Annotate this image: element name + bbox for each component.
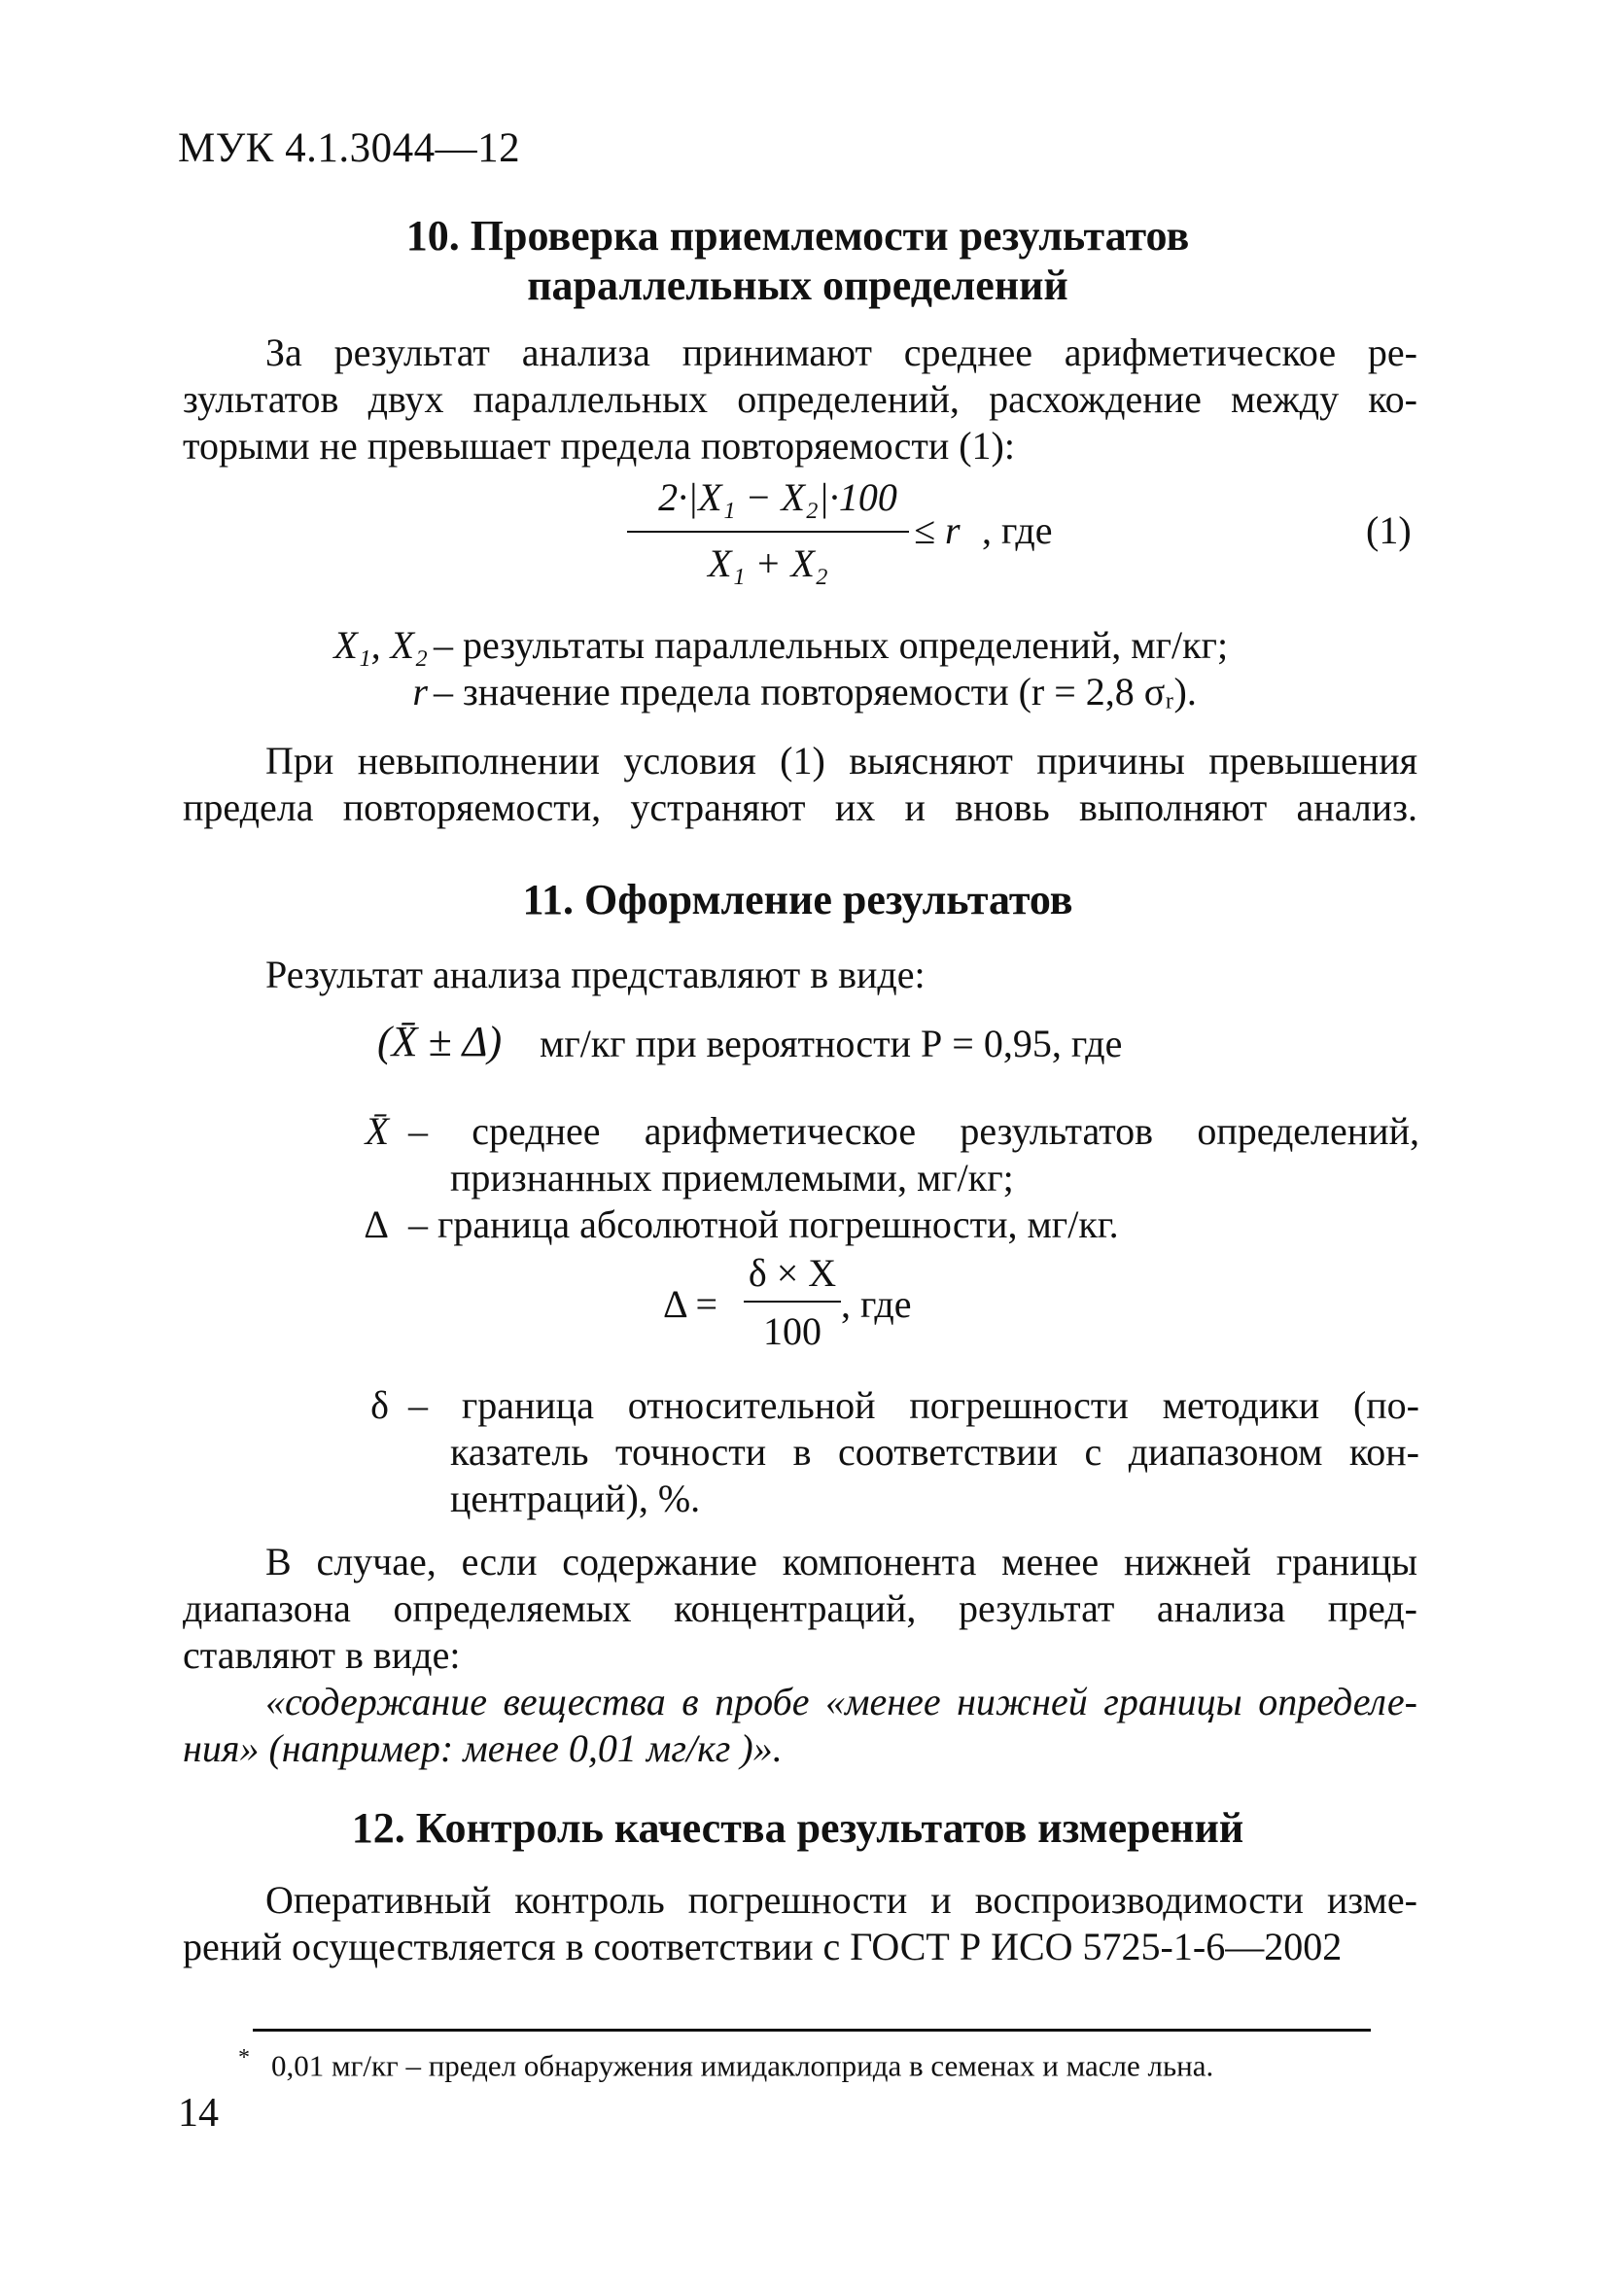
page-number: 14 <box>178 2091 219 2136</box>
delta-formula-numerator: δ × X <box>748 1251 837 1295</box>
def-small-delta-line1: – граница относительной погрешности методики (по- <box>408 1383 1419 1427</box>
document-code: МУК 4.1.3044—12 <box>178 125 521 171</box>
section-10-para-line2: зультатов двух параллельных определений, расхождение между ко- <box>183 377 1417 421</box>
def-small-delta-symbol: δ <box>370 1383 389 1427</box>
section-11-title: 11. Оформление результатов <box>522 876 1073 923</box>
def-x1x2-symbol: X₁, X₂ <box>333 623 428 667</box>
section-10-title-line2: параллельных определений <box>527 261 1068 309</box>
footnote-text: 0,01 мг/кг – предел обнаружения имидаклоприда в семенах и масле льна. <box>271 2048 1214 2083</box>
delta-formula-lhs: Δ = <box>663 1282 718 1326</box>
delta-formula-where: , где <box>841 1282 912 1326</box>
result-expression: (X̄ ± Δ) <box>377 1018 503 1065</box>
def-r-symbol: r <box>412 670 428 713</box>
delta-formula-denominator: 100 <box>763 1309 821 1353</box>
section-10-para2-line2: предела повторяемости, устраняют их и вновь выполняют анализ. <box>183 785 1417 829</box>
section-11-italic-line1: «содержание вещества в пробе «менее нижней границы определе- <box>265 1680 1417 1723</box>
def-xbar-line2: признанных приемлемыми, мг/кг; <box>450 1156 1014 1200</box>
section-10-para-line3: торыми не превышает предела повторяемости (1): <box>183 424 1015 468</box>
section-11-italic-line2: ния» (например: менее 0,01 мг/кг )». <box>183 1726 783 1770</box>
section-11-intro: Результат анализа представляют в виде: <box>265 953 926 996</box>
def-small-delta-line3: центраций), %. <box>450 1477 701 1520</box>
def-x1x2-text: – результаты параллельных определений, мг/кг; <box>434 623 1229 667</box>
footnote <box>238 2038 1213 2085</box>
def-r-text: – значение предела повторяемости (r = 2,8 σᵣ). <box>434 670 1197 713</box>
result-expression-text: мг/кг при вероятности Р = 0,95, где <box>540 1022 1123 1065</box>
formula-1-where: , где <box>982 508 1053 552</box>
section-11-para-line2: диапазона определяемых концентраций, результат анализа пред- <box>183 1586 1417 1630</box>
def-delta-symbol: Δ <box>364 1202 389 1246</box>
section-12-para-line2: рений осуществляется в соответствии с ГОСТ Р ИСО 5725-1-6—2002 <box>183 1925 1343 1968</box>
formula-1-fraction-bar <box>627 531 909 533</box>
section-11-para-line1: В случае, если содержание компонента менее нижней границы <box>265 1540 1417 1583</box>
footnote-divider <box>253 2029 1371 2032</box>
formula-1-relation: ≤ r <box>914 508 961 552</box>
section-12-para-line1: Оперативный контроль погрешности и воспроизводимости изме- <box>265 1878 1417 1922</box>
formula-1-denominator: X₁ + X₂ <box>708 541 828 585</box>
section-12-title: 12. Контроль качества результатов измерений <box>351 1804 1244 1852</box>
formula-1-number: (1) <box>1366 508 1412 552</box>
section-10-para-line1: За результат анализа принимают среднее арифметическое ре- <box>265 330 1417 374</box>
def-delta-line1: – граница абсолютной погрешности, мг/кг. <box>408 1202 1119 1246</box>
section-11-para-line3: ставляют в виде: <box>183 1633 461 1677</box>
section-10-para2-line1: При невыполнении условия (1) выясняют причины превышения <box>265 739 1417 783</box>
delta-formula-fraction-bar <box>744 1301 841 1303</box>
def-xbar-line1: – среднее арифметическое результатов определений, <box>408 1109 1419 1153</box>
def-xbar-symbol: X̄ <box>365 1109 389 1153</box>
section-10-title-line1: 10. Проверка приемлемости результатов <box>405 212 1190 260</box>
formula-1-numerator: 2·|X₁ − X₂|·100 <box>658 475 897 519</box>
def-small-delta-line2: казатель точности в соответствии с диапазоном кон- <box>450 1430 1419 1474</box>
footnote-marker: * <box>238 2045 250 2070</box>
